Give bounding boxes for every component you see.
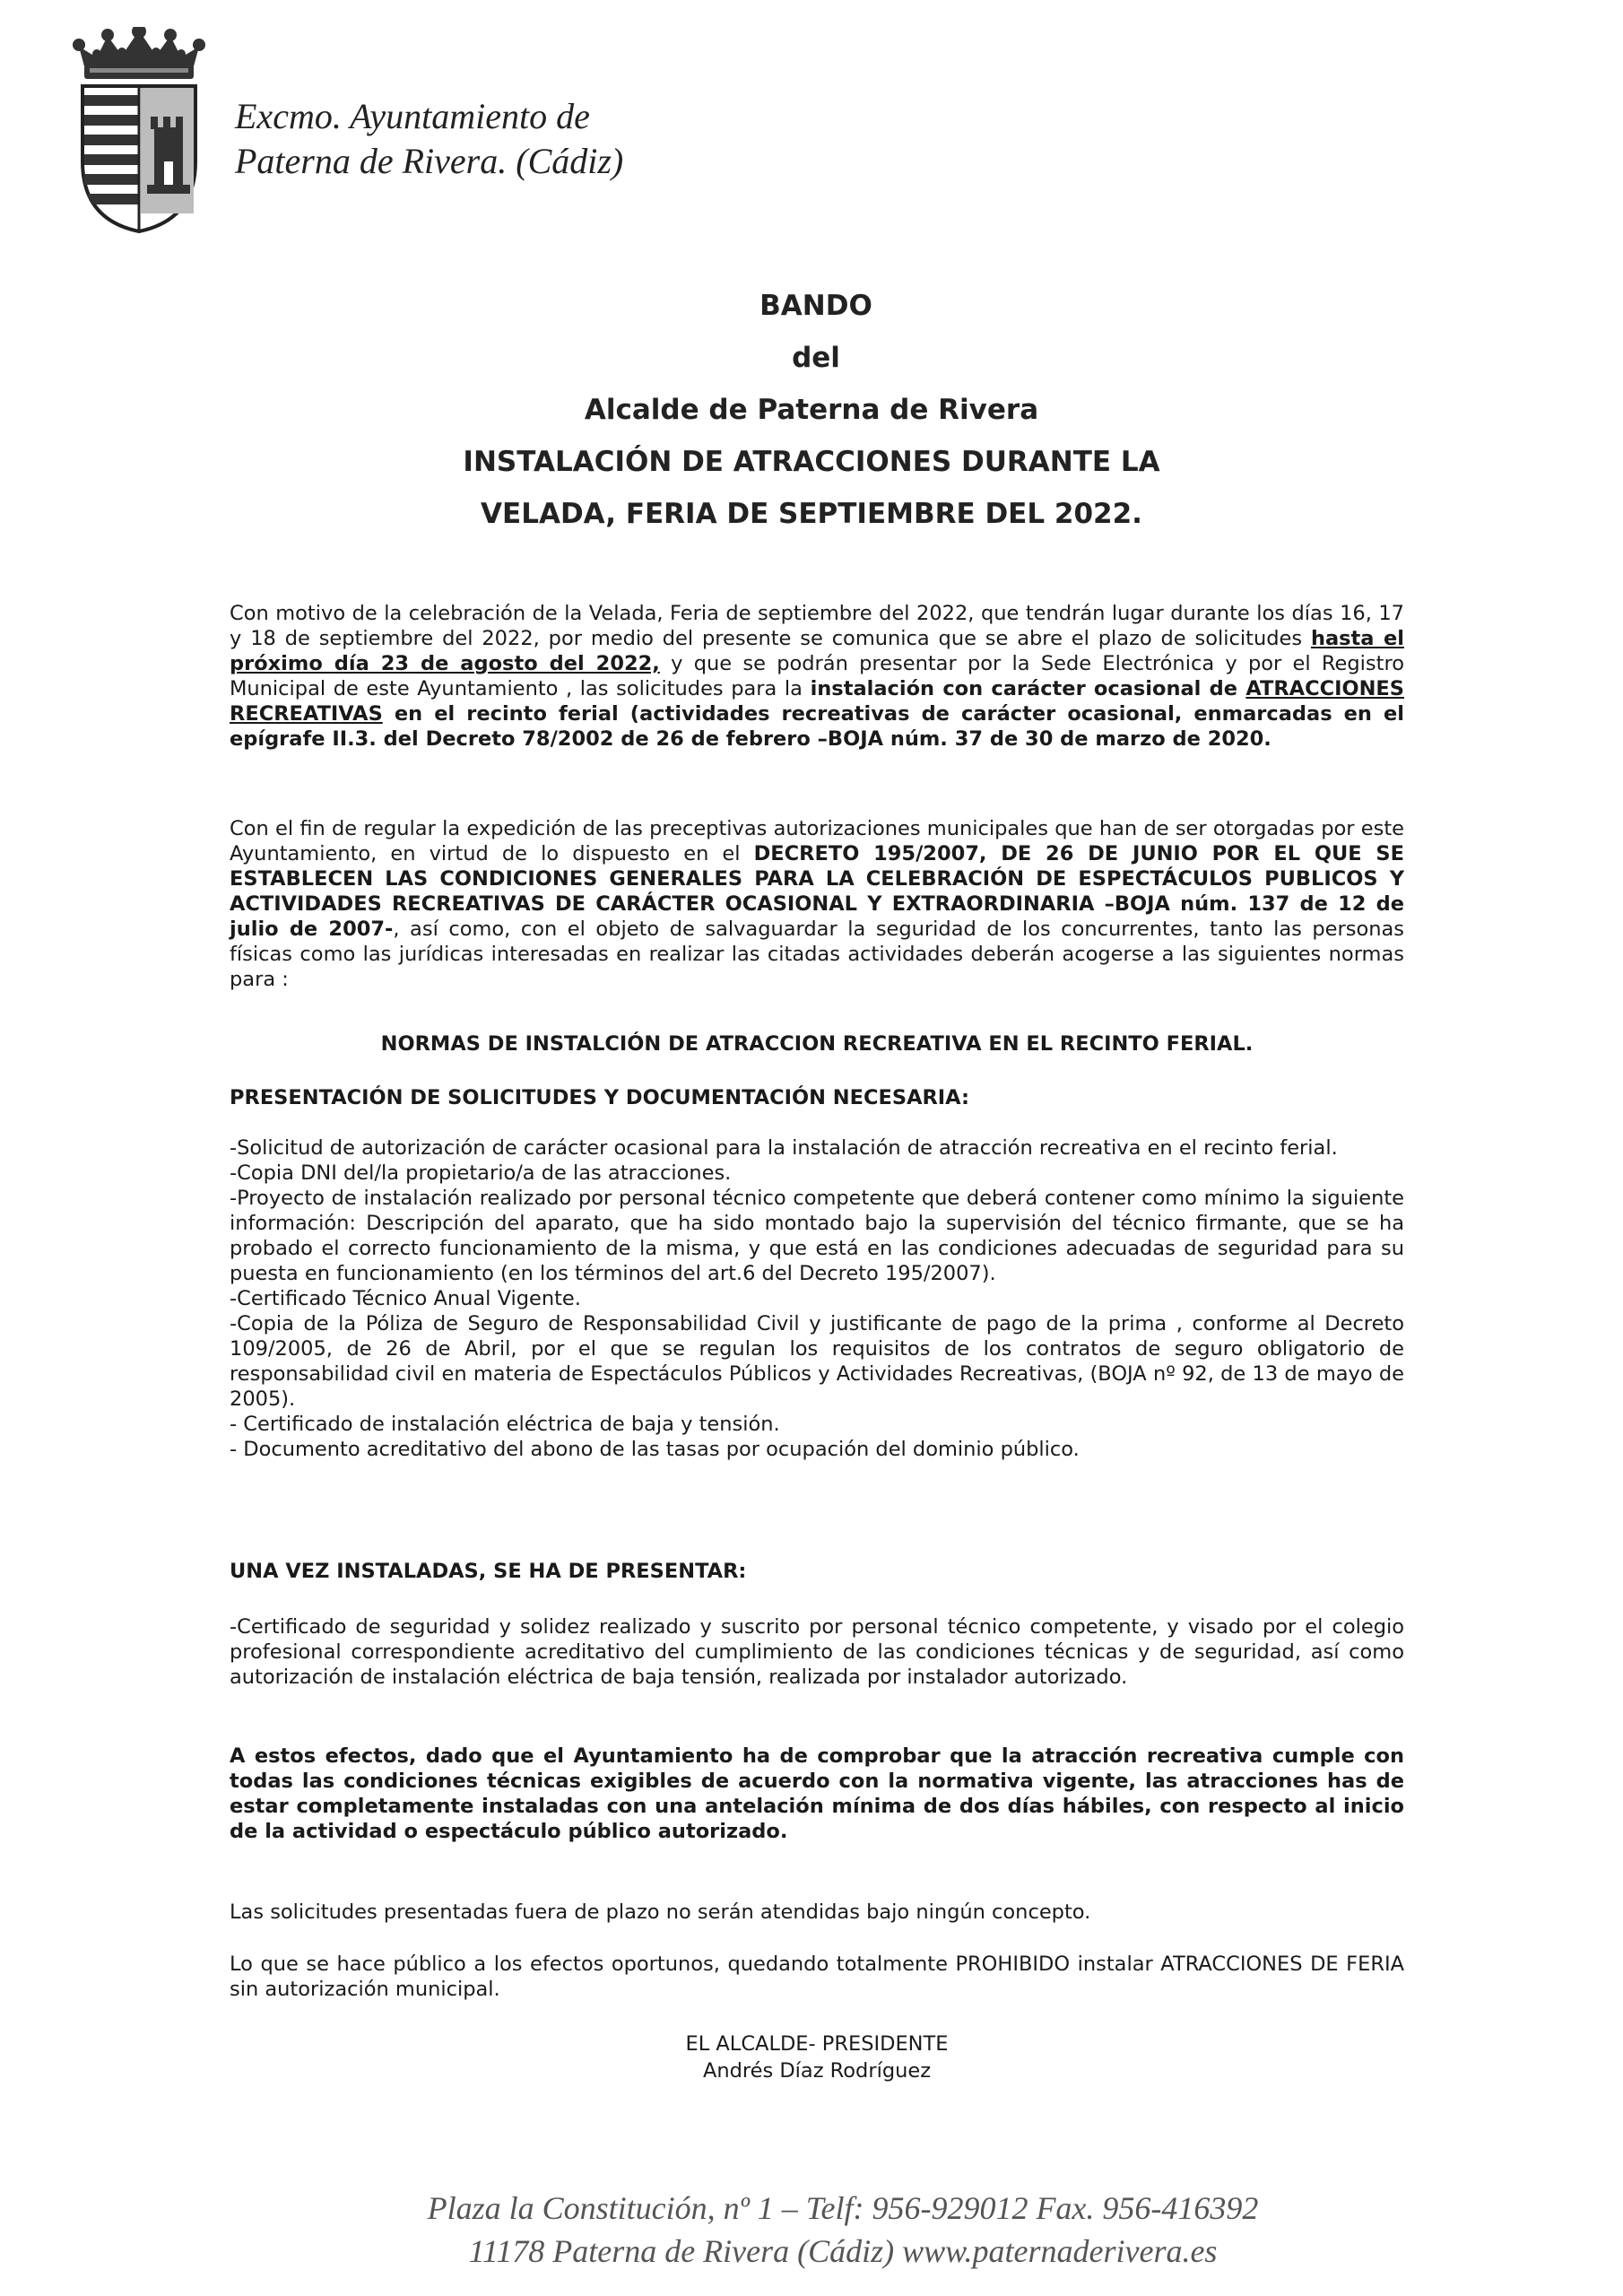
requirement-item: -Copia DNI del/la propietario/a de las atracciones.: [230, 1161, 732, 1185]
title-bando: BANDO: [759, 290, 872, 322]
certificado-paragraph: -Certificado de seguridad y solidez realizado y suscrito por personal técnico competente, y visado por el colegio profesional correspondiente acreditativo del cumplimiento de las condiciones técnicas y de seguridad, así como autorización de instalación eléctrica de baja tensión, realizada por instalador autorizado.: [230, 1615, 1404, 1689]
footer-line2: 11178 Paterna de Rivera (Cádiz) www.paternaderivera.es: [468, 2233, 1218, 2269]
signature-block: [230, 2031, 1404, 2084]
publico-paragraph: Lo que se hace público a los efectos oportunos, quedando totalmente PROHIBIDO instalar ATRACCIONES DE FERIA sin autorización municipal.: [230, 1952, 1404, 2001]
title-instalacion: INSTALACIÓN DE ATRACCIONES DURANTE LA: [463, 446, 1160, 478]
footer-address: [0, 2187, 1623, 2273]
footer-line1: Plaza la Constitución, nº 1 – Telf: 956-929012 Fax. 956-416392: [427, 2190, 1259, 2226]
title-del: del: [792, 342, 840, 374]
presentacion-heading: PRESENTACIÓN DE SOLICITUDES Y DOCUMENTACIÓN NECESARIA:: [230, 1086, 970, 1109]
una-vez-heading: UNA VEZ INSTALADAS, SE HA DE PRESENTAR:: [230, 1560, 747, 1583]
coat-of-arms-icon: [72, 27, 206, 233]
paragraph-decreto: Con el fin de regular la expedición de las preceptivas autorizaciones municipales que han de ser otorgadas por este Ayuntamiento, en virtud de lo dispuesto en el DECRETO 195/2007, DE 26 DE JUNIO POR EL QUE SE ESTABLECEN LAS CONDICIONES GENERALES PARA LA CELEBRACIÓN DE ESPECTÁCULOS PUBLICOS Y ACTIVIDADES RECREATIVAS DE CARÁCTER OCASIONAL Y EXTRAORDINARIA –BOJA núm. 137 de 12 de julio de 2007-, así como, con el objeto de salvaguardar la seguridad de los concurrentes, tanto las personas físicas como las jurídicas interesadas en realizar las citadas actividades deberán acogerse a las siguientes normas para :: [230, 817, 1404, 991]
requirement-item: -Copia de la Póliza de Seguro de Responsabilidad Civil y justificante de pago de la prima , conforme al Decreto 109/2005, de 26 de Abril, por el que se regulan los requisitos de los contratos de seguro obligatorio de responsabilidad civil en materia de Espectáculos Públicos y Actividades Recreativas, (BOJA nº 92, de 13 de mayo de 2005).: [230, 1312, 1404, 1411]
title-alcalde: Alcalde de Paterna de Rivera: [584, 394, 1039, 426]
requirement-item: - Certificado de instalación eléctrica de baja y tensión.: [230, 1413, 780, 1436]
decreto-reference: DECRETO 195/2007, DE 26 DE JUNIO POR EL QUE SE ESTABLECEN LAS CONDICIONES GENERALES PARA LA CELEBRACIÓN DE ESPECTÁCULOS PUBLICOS Y ACTIVIDADES RECREATIVAS DE CARÁCTER OCASIONAL Y EXTRAORDINARIA –BOJA núm. 137 de 12 de julio de 2007-: [230, 842, 1404, 941]
paragraph-motivo: Con motivo de la celebración de la Velada, Feria de septiembre del 2022, que tendrán lugar durante los días 16, 17 y 18 de septiembre del 2022, por medio del presente se comunica que se abre el plazo de solicitudes hasta el próximo día 23 de agosto del 2022, y que se podrán presentar por la Sede Electrónica y por el Registro Municipal de este Ayuntamiento , las solicitudes para la instalación con carácter ocasional de ATRACCIONES RECREATIVAS en el recinto ferial (actividades recreativas de carácter ocasional, enmarcadas en el epígrafe II.3. del Decreto 78/2002 de 26 de febrero –BOJA núm. 37 de 30 de marzo de 2020.: [230, 602, 1404, 751]
fuera-plazo-paragraph: Las solicitudes presentadas fuera de plazo no serán atendidas bajo ningún concepto.: [230, 1900, 1091, 1924]
atracciones-recreativas: ATRACCIONES RECREATIVAS: [230, 677, 1404, 726]
efectos-paragraph: A estos efectos, dado que el Ayuntamiento ha de comprobar que la atracción recreativa cumple con todas las condiciones técnicas exigibles de acuerdo con la normativa vigente, las atracciones has de estar completamente instaladas con una antelación mínima de dos días hábiles, con respecto al inicio de la actividad o espectáculo público autorizado.: [230, 1744, 1404, 1843]
document-title: [0, 280, 1623, 540]
signature-name: Andrés Díaz Rodríguez: [702, 2059, 932, 2083]
normas-heading: NORMAS DE INSTALCIÓN DE ATRACCION RECREATIVA EN EL RECINTO FERIAL.: [380, 1032, 1254, 1056]
requirement-item: -Proyecto de instalación realizado por personal técnico competente que deberá contener como mínimo la siguiente información: Descripción del aparato, que ha sido montado bajo la supervisión del técnico firmante, que se ha probado el correcto funcionamiento de la misma, y que está en las condiciones adecuadas de seguridad para su puesta en funcionamiento (en los términos del art.6 del Decreto 195/2007).: [230, 1187, 1404, 1285]
requirements-list: [230, 1135, 1404, 1462]
council-name-line1: Excmo. Ayuntamiento de: [235, 96, 590, 136]
council-name-line2: Paterna de Rivera. (Cádiz): [235, 141, 624, 181]
council-name: [235, 94, 623, 184]
requirement-item: - Documento acreditativo del abono de las tasas por ocupación del dominio público.: [230, 1438, 1080, 1461]
title-velada: VELADA, FERIA DE SEPTIEMBRE DEL 2022.: [481, 498, 1142, 530]
requirement-item: -Solicitud de autorización de carácter ocasional para la instalación de atracción recreativa en el recinto ferial.: [230, 1136, 1338, 1160]
deadline-date: hasta el próximo día 23 de agosto del 2022,: [230, 627, 1404, 675]
signature-role: EL ALCALDE- PRESIDENTE: [685, 2032, 949, 2056]
requirement-item: -Certificado Técnico Anual Vigente.: [230, 1287, 581, 1310]
